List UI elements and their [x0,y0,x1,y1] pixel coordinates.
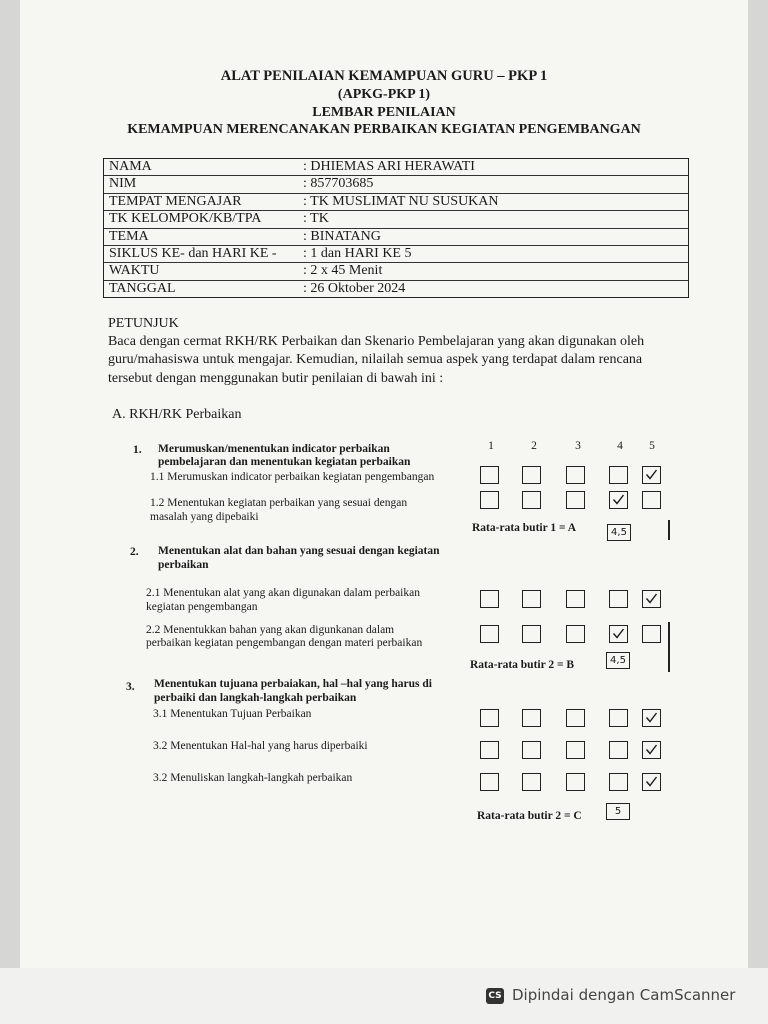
table-row [104,176,688,193]
checkmark-icon [645,592,658,605]
scanned-page [20,0,748,968]
scanner-watermark: Dipindai dengan CamScanner [512,986,736,1004]
rating-checkbox[interactable] [480,625,499,643]
rating-checkbox[interactable] [566,491,585,509]
instructions-line: guru/mahasiswa untuk mengajar. Kemudian, nilailah semua aspek yang terdapat dalam rencana [108,352,643,367]
rating-checkbox[interactable] [642,590,661,608]
group-title: Merumuskan/menentukan indicator perbaikan [158,443,390,455]
group-title: perbaikan [158,559,209,571]
average-label: Rata-rata butir 2 = B [470,659,575,671]
checkmark-icon [645,743,658,756]
rating-checkbox[interactable] [609,709,628,727]
rating-checkbox[interactable] [480,773,499,791]
instructions-title: PETUNJUK [108,316,179,331]
group-title: pembelajaran dan menentukan kegiatan perbaikan [158,456,411,468]
rating-checkbox[interactable] [566,590,585,608]
doc-heading: KEMAMPUAN MERENCANAKAN PERBAIKAN KEGIATAN PENGEMBANGAN [127,122,641,137]
criterion-text: 2.2 Menentukkan bahan yang akan digunkanan dalam [146,624,395,636]
rating-checkbox[interactable] [522,466,541,484]
rating-checkbox[interactable] [609,590,628,608]
row-value: : 26 Oktober 2024 [303,280,406,296]
scale-label: 3 [575,440,581,452]
camscanner-logo-icon: CS [486,988,504,1004]
rating-checkbox[interactable] [609,625,628,643]
average-score: 4,5 [607,524,631,541]
criterion-text: 3.1 Menentukan Tujuan Perbaikan [153,708,312,720]
scale-label: 4 [617,440,623,452]
table-row [104,159,688,176]
identity-table [103,158,689,298]
average-score: 4,5 [606,652,630,669]
average-label: Rata-rata butir 1 = A [472,522,577,534]
rating-checkbox[interactable] [609,741,628,759]
row-label: SIKLUS KE- dan HARI KE - [109,245,277,261]
criterion-text: perbaikan kegiatan pengembangan dengan materi perbaikan [146,637,423,649]
row-label: WAKTU [109,263,160,279]
margin-mark [668,520,670,540]
rating-checkbox[interactable] [522,590,541,608]
rating-checkbox[interactable] [566,709,585,727]
rating-checkbox[interactable] [566,741,585,759]
row-label: NIM [109,176,137,192]
table-row [104,229,688,246]
criterion-text: 3.2 Menentukan Hal-hal yang harus diperbaiki [153,740,368,752]
scale-label: 5 [649,440,655,452]
doc-sheet-title: LEMBAR PENILAIAN [312,105,456,120]
group-number: 1. [133,444,142,456]
row-value: : 2 x 45 Menit [303,263,383,279]
rating-checkbox[interactable] [480,491,499,509]
average-label: Rata-rata butir 2 = C [477,810,582,822]
table-row [104,194,688,211]
rating-checkbox[interactable] [566,773,585,791]
rating-checkbox[interactable] [609,491,628,509]
criterion-text: 3.2 Menuliskan langkah-langkah perbaikan [153,772,353,784]
criterion-text: 1.2 Menentukan kegiatan perbaikan yang sesuai dengan [150,497,408,509]
rating-checkbox[interactable] [480,709,499,727]
criterion-text: kegiatan pengembangan [146,601,258,613]
instructions-line: tersebut dengan menggunakan butir penilaian di bawah ini : [108,371,444,386]
row-label: TEMA [109,228,149,244]
checkmark-icon [612,493,625,506]
rating-checkbox[interactable] [480,466,499,484]
rating-checkbox[interactable] [642,625,661,643]
row-label: TANGGAL [109,280,176,296]
rating-checkbox[interactable] [566,466,585,484]
rating-checkbox[interactable] [609,466,628,484]
criterion-text: 1.1 Merumuskan indicator perbaikan kegiatan pengembangan [150,471,435,483]
rating-checkbox[interactable] [642,741,661,759]
row-label: TK KELOMPOK/KB/TPA [109,211,262,227]
rating-checkbox[interactable] [522,741,541,759]
scale-label: 1 [488,440,494,452]
margin-mark [668,622,670,672]
rating-checkbox[interactable] [522,491,541,509]
table-row [104,246,688,263]
table-row [104,281,688,297]
row-value: : DHIEMAS ARI HERAWATI [303,159,475,174]
group-number: 2. [130,546,139,558]
row-value: : TK MUSLIMAT NU SUSUKAN [303,193,499,209]
criterion-text: 2.1 Menentukan alat yang akan digunakan dalam perbaikan [146,587,420,599]
section-heading: A. RKH/RK Perbaikan [112,407,242,422]
rating-checkbox[interactable] [642,491,661,509]
instructions-line: Baca dengan cermat RKH/RK Perbaikan dan Skenario Pembelajaran yang akan digunakan oleh [108,334,645,349]
rating-checkbox[interactable] [642,466,661,484]
rating-checkbox[interactable] [609,773,628,791]
checkmark-icon [645,711,658,724]
row-value: : BINATANG [303,228,381,244]
average-score: 5 [606,803,630,820]
row-label: NAMA [109,159,152,174]
row-label: TEMPAT MENGAJAR [109,193,242,209]
scale-label: 2 [531,440,537,452]
table-row [104,263,688,280]
checkmark-icon [645,468,658,481]
table-row [104,211,688,228]
row-value: : 857703685 [303,176,374,192]
rating-checkbox[interactable] [642,773,661,791]
doc-subtitle: (APKG-PKP 1) [337,87,431,102]
rating-checkbox[interactable] [642,709,661,727]
checkmark-icon [612,627,625,640]
row-value: : TK [303,211,329,227]
group-title: Menentukan alat dan bahan yang sesuai dengan kegiatan [158,545,440,557]
rating-checkbox[interactable] [480,741,499,759]
rating-checkbox[interactable] [566,625,585,643]
row-value: : 1 dan HARI KE 5 [303,245,412,261]
group-title: perbaiki dan langkah-langkah perbaikan [154,692,357,704]
rating-checkbox[interactable] [480,590,499,608]
rating-checkbox[interactable] [522,773,541,791]
group-number: 3. [126,681,135,693]
checkmark-icon [645,775,658,788]
doc-title: ALAT PENILAIAN KEMAMPUAN GURU – PKP 1 [220,68,548,84]
rating-checkbox[interactable] [522,625,541,643]
group-title: Menentukan tujuana perbaiakan, hal –hal yang harus di [154,678,432,690]
rating-checkbox[interactable] [522,709,541,727]
criterion-text: masalah yang dipebaiki [150,511,259,523]
